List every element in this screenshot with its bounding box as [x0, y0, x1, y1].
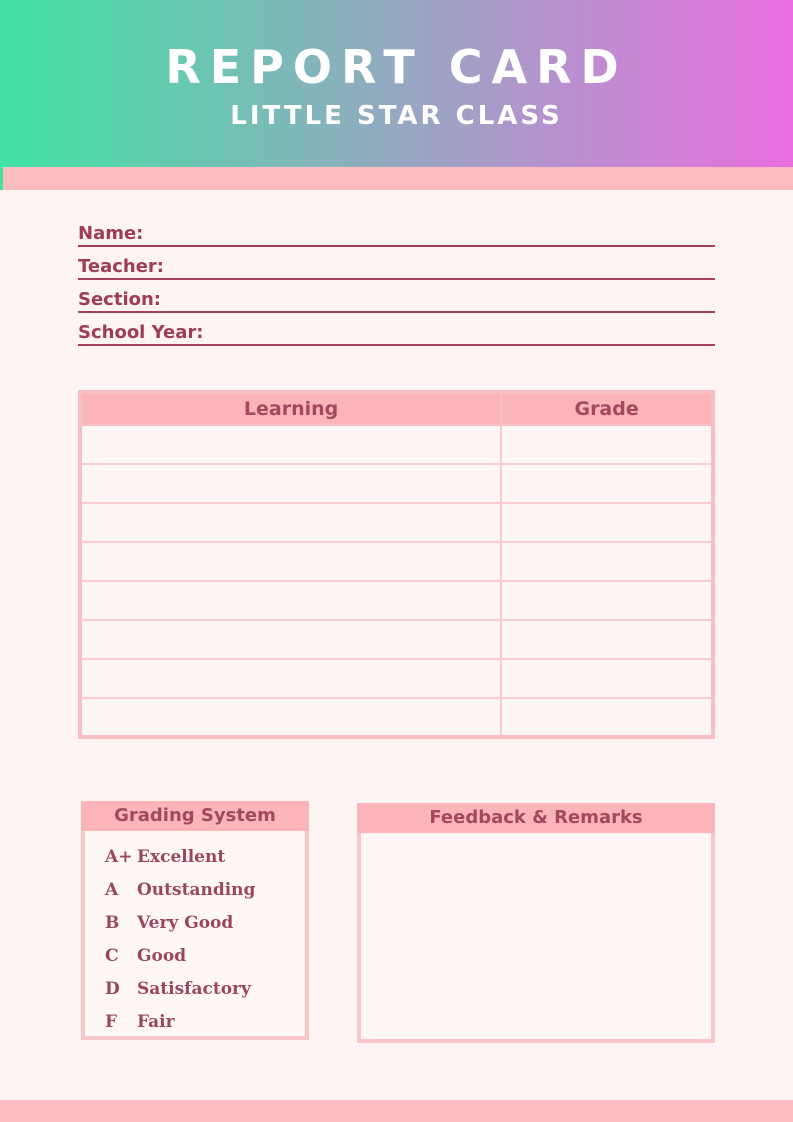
school-year-input-line[interactable] [78, 319, 715, 344]
section-field-label: Section: [78, 289, 161, 310]
grade-description: Good [137, 945, 187, 966]
grade-cell[interactable] [501, 503, 713, 542]
feedback-title: Feedback & Remarks [357, 803, 715, 833]
table-row [80, 620, 713, 659]
grade-description: Very Good [137, 912, 234, 933]
learning-grade-table-wrap [78, 390, 715, 739]
table-row [80, 581, 713, 620]
feedback-panel [357, 803, 715, 1043]
page-title: REPORT CARD [165, 40, 628, 94]
learning-cell[interactable] [80, 542, 501, 581]
table-row [80, 503, 713, 542]
column-header-learning: Learning [80, 392, 501, 425]
grading-entry [85, 873, 305, 906]
grade-description: Satisfactory [137, 978, 251, 999]
learning-cell[interactable] [80, 503, 501, 542]
table-row [80, 659, 713, 698]
grading-system-panel [81, 801, 309, 1040]
learning-cell[interactable] [80, 581, 501, 620]
field-row-name [78, 220, 715, 247]
student-info-section [78, 220, 715, 352]
learning-cell[interactable] [80, 620, 501, 659]
table-row [80, 698, 713, 737]
school-year-field-label: School Year: [78, 322, 204, 343]
grade-cell[interactable] [501, 698, 713, 737]
table-row [80, 542, 713, 581]
feedback-content-area[interactable] [357, 833, 715, 1043]
name-field-label: Name: [78, 223, 144, 244]
learning-cell[interactable] [80, 464, 501, 503]
grade-description: Outstanding [137, 879, 256, 900]
grade-letter: D [105, 978, 120, 999]
table-row [80, 464, 713, 503]
grading-entry [85, 972, 305, 1005]
field-row-school-year [78, 319, 715, 346]
grade-description: Fair [137, 1011, 175, 1032]
teacher-field-label: Teacher: [78, 256, 165, 277]
grade-letter: B [105, 912, 120, 933]
grading-system-list [81, 831, 309, 1040]
learning-cell[interactable] [80, 425, 501, 464]
grade-description: Excellent [137, 846, 226, 867]
grade-cell[interactable] [501, 659, 713, 698]
header-banner [0, 0, 793, 190]
name-input-line[interactable] [78, 220, 715, 245]
grade-letter: F [105, 1011, 118, 1032]
grade-cell[interactable] [501, 581, 713, 620]
grade-letter: C [105, 945, 119, 966]
grade-cell[interactable] [501, 425, 713, 464]
section-input-line[interactable] [78, 286, 715, 311]
field-row-section [78, 286, 715, 313]
grading-entry [85, 939, 305, 972]
page-subtitle: LITTLE STAR CLASS [230, 101, 563, 131]
grade-cell[interactable] [501, 620, 713, 659]
top-divider-strip [3, 167, 793, 190]
learning-cell[interactable] [80, 698, 501, 737]
field-row-teacher [78, 253, 715, 280]
grading-entry [85, 906, 305, 939]
column-header-grade: Grade [501, 392, 713, 425]
bottom-divider-strip [0, 1100, 793, 1122]
grading-system-title: Grading System [81, 801, 309, 831]
learning-cell[interactable] [80, 659, 501, 698]
learning-grade-table [78, 390, 715, 739]
grading-entry [85, 1005, 305, 1038]
table-row [80, 425, 713, 464]
grade-letter: A [105, 879, 119, 900]
grade-letter: A+ [105, 846, 133, 867]
grade-cell[interactable] [501, 542, 713, 581]
grading-entry [85, 840, 305, 873]
teacher-input-line[interactable] [78, 253, 715, 278]
grade-cell[interactable] [501, 464, 713, 503]
table-header-row [80, 392, 713, 425]
